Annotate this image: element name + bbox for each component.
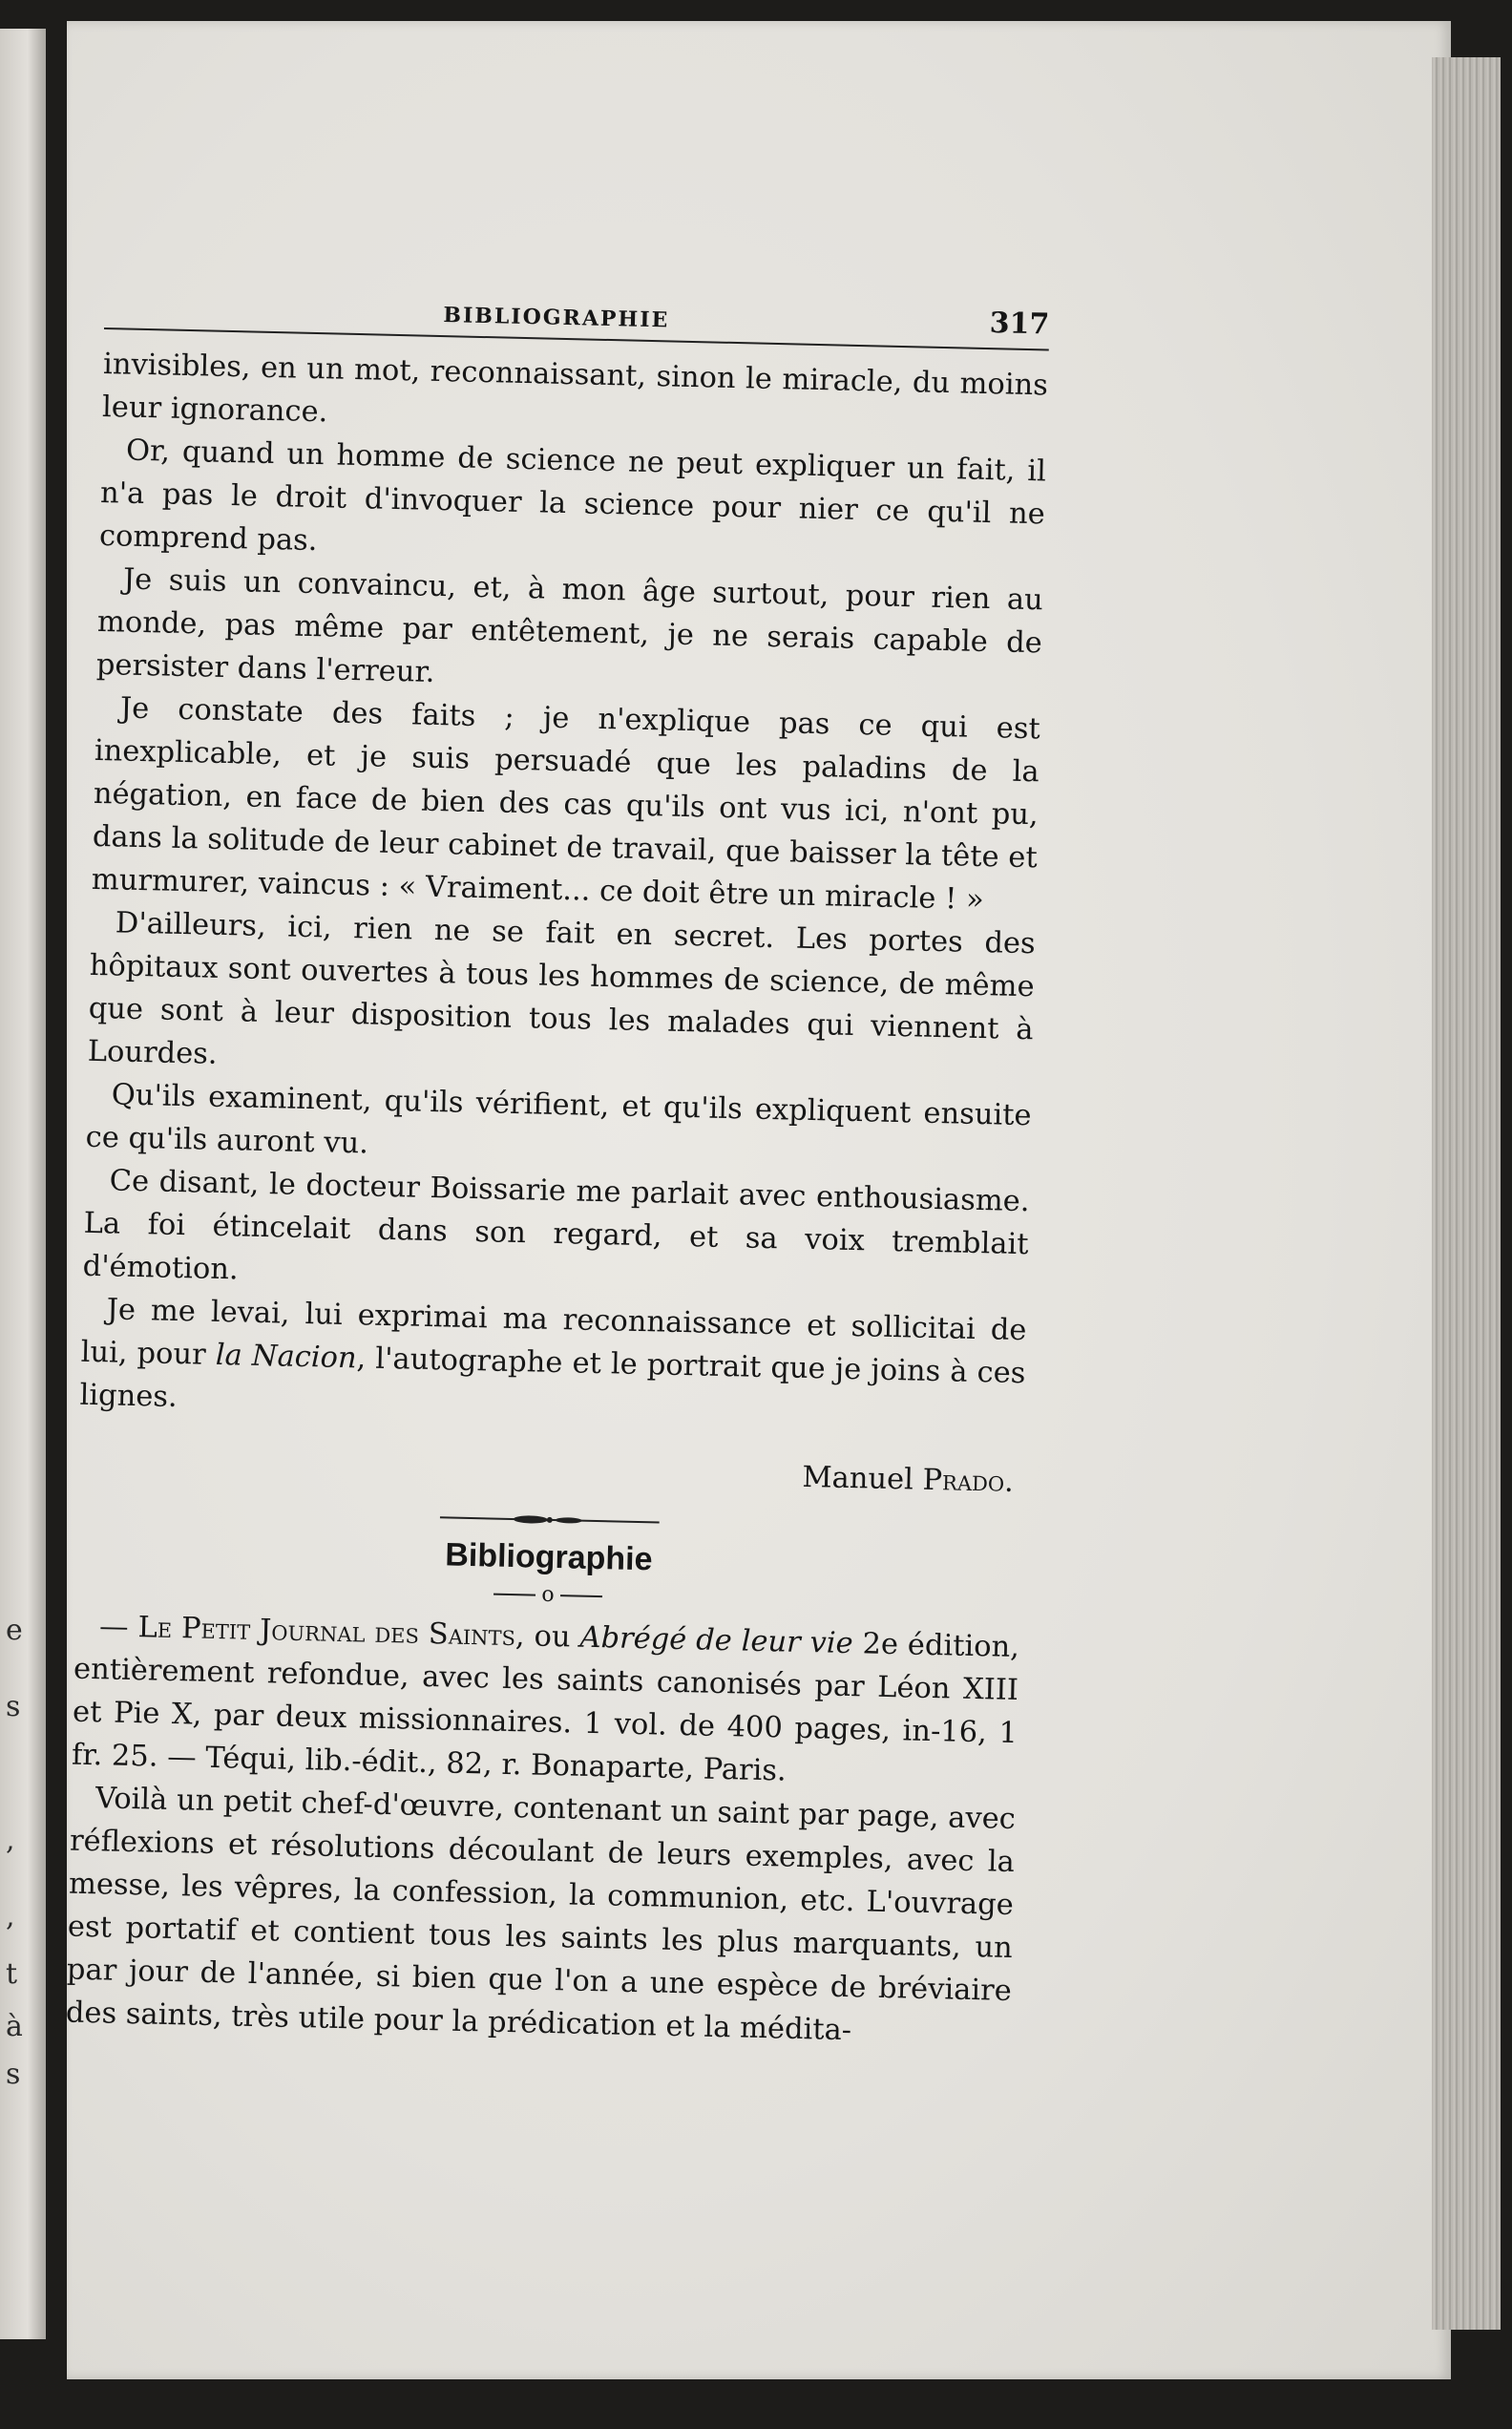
newspaper-title: la Nacion	[215, 1338, 357, 1376]
left-page-fragment: t	[6, 1957, 18, 1991]
left-page-edge	[0, 29, 46, 2339]
ornament-divider-icon	[440, 1510, 660, 1530]
paragraph: Ce disant, le docteur Boissarie me parlait avec enthousiasme. La foi étincelait dans son regard, et sa voix tremblait d'émotion.	[82, 1164, 1030, 1287]
closing-text-end: , l'autographe et le portrait que je joins à ces lignes.	[79, 1341, 1026, 1415]
section-title: Bibliographie	[444, 1536, 653, 1578]
signature-last-name: Prado	[922, 1463, 1005, 1499]
rule-line	[494, 1594, 536, 1596]
left-page-fragment: à	[6, 2010, 23, 2043]
signature	[78, 1440, 1024, 1504]
bibliography-entry	[72, 1605, 1020, 1798]
left-page-fragment: ,	[6, 1900, 15, 1933]
ornament-divider	[440, 1510, 660, 1530]
paragraph: Je constate des faits ; je n'explique pas ce qui est inexplicable, et je suis persuadé que les paladins de la négation, en face de bien des cas qu'ils ont vus ici, n'ont pu, dans la solitude de leur cabinet de travail, que baisser la tête et murmurer, vaincus : « Vraiment... ce doit être un miracle ! »	[91, 691, 1041, 918]
closing-text-start: Je me levai, lui exprimai ma reconnaissance et sollicitai de lui, pour	[80, 1293, 1027, 1372]
entry-dash: —	[98, 1610, 138, 1645]
rule-mark: o	[541, 1582, 555, 1608]
paragraph: Je suis un convaincu, et, à mon âge surtout, pour rien au monde, pas même par entêtement, je ne serais capable de persister dans l'erreur.	[95, 562, 1044, 689]
paragraph: Or, quand un homme de science ne peut expliquer un fait, il n'a pas le droit d'invoquer la science pour nier ce qu'il ne comprend pas.	[98, 433, 1047, 559]
entry-connector: , ou	[514, 1619, 580, 1655]
rule-line	[560, 1595, 602, 1597]
stacked-page-edges	[1432, 57, 1501, 2330]
closing-paragraph	[79, 1288, 1027, 1438]
left-page-fragment: ,	[6, 1824, 15, 1857]
page-text-block	[65, 286, 1049, 2056]
book-details: 2e édition, entièrement refondue, avec les saints canonisés par Léon XIII et Pie X, par deux missionnaires. 1 vol. de 400 pages, in-16, 1 fr. 25. — Téqui, lib.-édit., 82, r. Bonaparte, Paris.	[71, 1627, 1020, 1788]
page-number: 317	[989, 306, 1050, 342]
paragraph: invisibles, en un mot, reconnaissant, sinon le miracle, du moins leur ignorance.	[101, 347, 1049, 430]
book-title: Le Petit Journal des Saints	[137, 1611, 516, 1654]
paragraph: D'ailleurs, ici, rien ne se fait en secret. Les portes des hôpitaux sont ouvertes à tous les hommes de science, de même que sont à leur disposition tous les malades qui viennent à Lourdes.	[87, 906, 1037, 1071]
left-page-fragment: e	[6, 1614, 23, 1647]
left-page-fragment: s	[6, 2058, 21, 2091]
paragraph: Qu'ils examinent, qu'ils vérifient, et qu'ils expliquent ensuite ce qu'ils auront vu.	[85, 1078, 1032, 1161]
book-subtitle: Abrégé de leur vie	[579, 1620, 854, 1661]
signature-period: .	[1003, 1465, 1015, 1499]
left-page-fragment: s	[6, 1690, 21, 1723]
running-head: BIBLIOGRAPHIE	[443, 303, 670, 333]
review-paragraph: Voilà un petit chef-d'œuvre, contenant un saint par page, avec réflexions et résolutions découlant de leurs exemples, avec la messe, les vêpres, la confession, la communion, etc. L'ouvrage est portatif et contient tous les saints les plus marquants, un par jour de l'année, si bien que l'on a une espèce de bréviaire des saints, très utile pour la prédication et la médita-	[65, 1782, 1017, 2048]
signature-first-name: Manuel	[802, 1460, 923, 1497]
